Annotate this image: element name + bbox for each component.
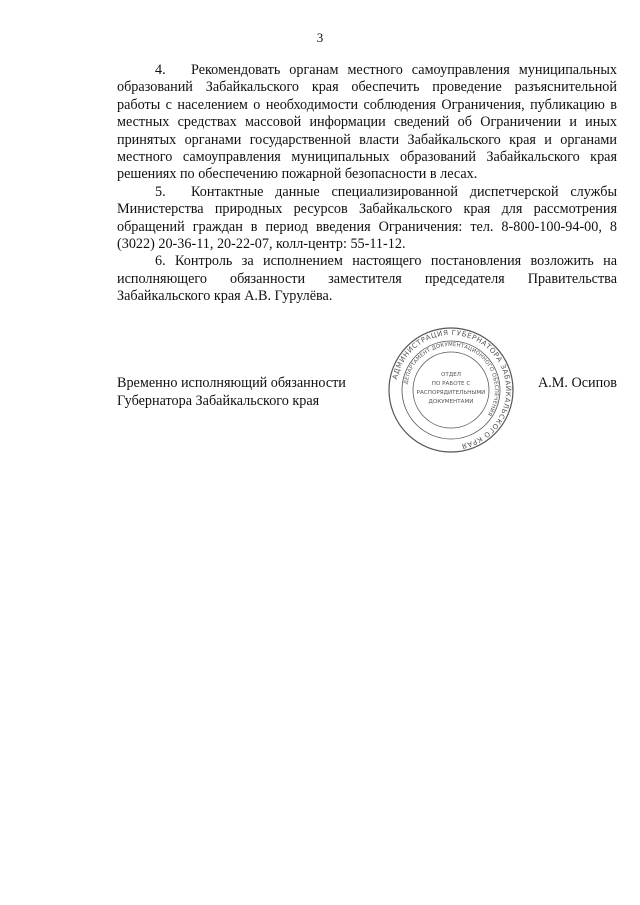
stamp-center-line: ДОКУМЕНТАМИ xyxy=(428,399,474,405)
stamp-center-line: ОТДЕЛ xyxy=(441,372,461,378)
document-body xyxy=(117,62,617,306)
paragraph-5 xyxy=(117,184,617,254)
page-number: 3 xyxy=(316,30,324,45)
paragraph-number: 6. xyxy=(155,253,166,270)
stamp-center-text xyxy=(417,372,486,405)
position-line-2: Губернатора Забайкальского края xyxy=(117,393,320,409)
signature-block xyxy=(117,374,617,434)
stamp-center-line: ПО РАБОТЕ С xyxy=(431,381,471,387)
stamp-inner-text: ДЕПАРТАМЕНТ ДОКУМЕНТАЦИОННОГО ОБЕСПЕЧЕНИЯ xyxy=(403,341,500,417)
stamp-center-line: РАСПОРЯДИТЕЛЬНЫМИ xyxy=(416,390,486,396)
stamp-outer-text: АДМИНИСТРАЦИЯ ГУБЕРНАТОРА ЗАБАЙКАЛЬСКОГО КРАЯ xyxy=(391,328,513,451)
paragraph-number: 4. xyxy=(155,62,166,78)
paragraph-text: Рекомендовать органам местного самоуправления муниципальных образований Забайкальского края обеспечить проведение разъяснительной работы с населением о необходимости соблюдения Ограничения, публикацию в местных средствах массовой информации сведений об Ограничении и иных принятых органами государственной власти Забайкальского края и органами местного самоуправления муниципальных образований Забайкальского края решениях по обеспечению пожарной безопасности в лесах. xyxy=(117,62,617,183)
signatory-name: А.М. Осипов xyxy=(537,375,617,391)
paragraph-number: 5. xyxy=(155,183,166,200)
official-stamp xyxy=(386,325,516,455)
signatory-position xyxy=(117,374,346,410)
position-line-1: Временно исполняющий обязанности xyxy=(117,375,346,391)
paragraph-6 xyxy=(117,253,617,305)
paragraph-text: Контроль за исполнением настоящего постановления возложить на исполняющего обязанности заместителя председателя Правительства Забайкальского края А.В. Гурулёва. xyxy=(117,253,617,305)
paragraph-text: Контактные данные специализированной диспетчерской службы Министерства природных ресурсов Забайкальского края для рассмотрения обращений граждан в период введения Ограничения: тел. 8-800-100-94-00, 8 (3022) 20-36-11, 20-22-07, колл-центр: 55-11-12. xyxy=(117,183,617,253)
paragraph-4 xyxy=(117,62,617,184)
